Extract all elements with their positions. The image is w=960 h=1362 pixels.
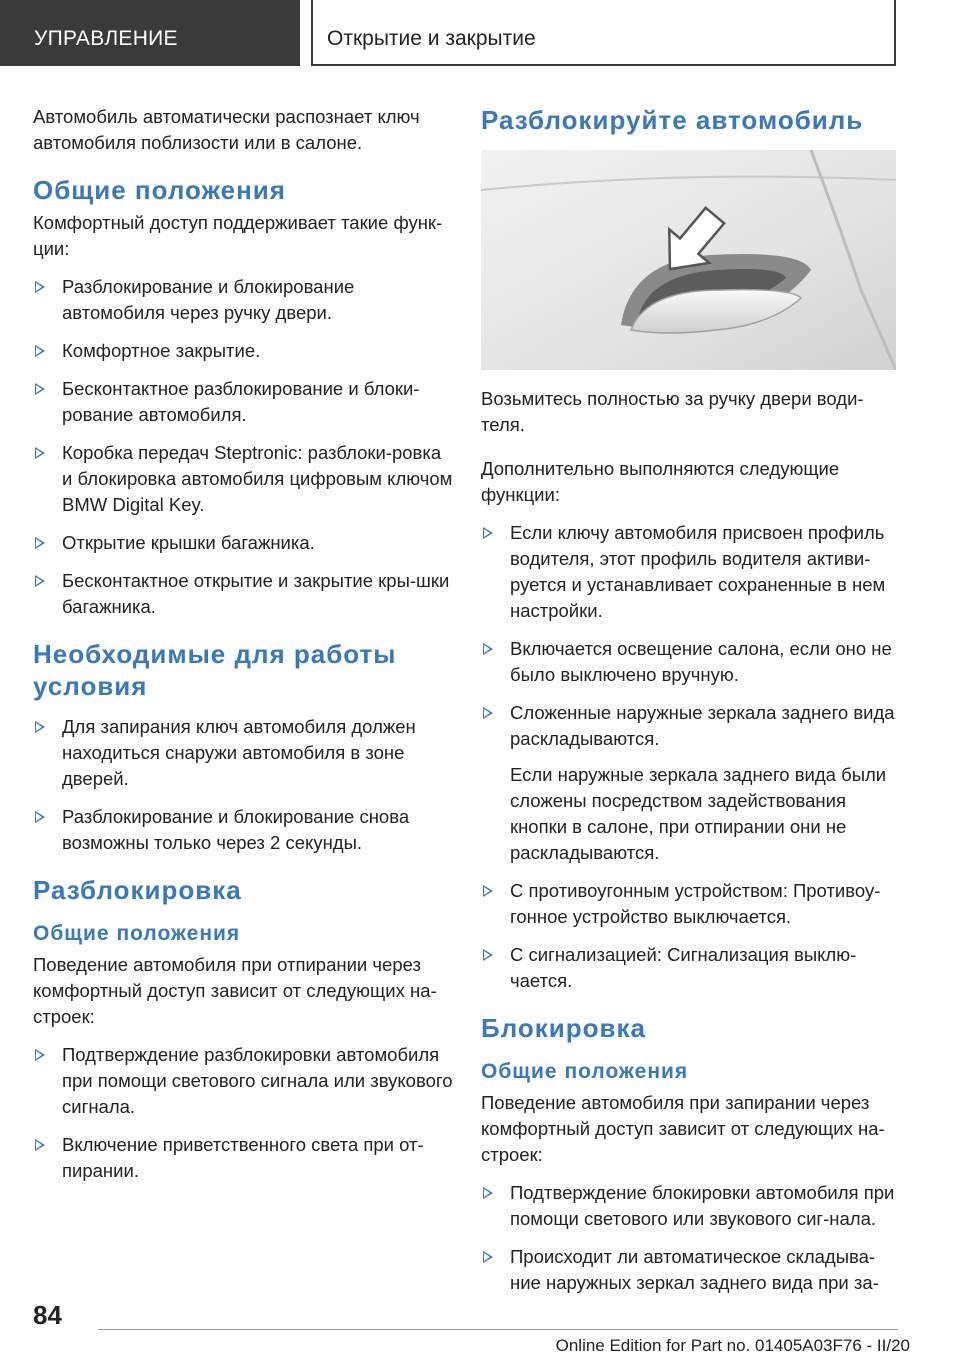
triangle-bullet-icon: [35, 1139, 45, 1151]
triangle-bullet-icon: [483, 885, 493, 897]
door-handle-illustration: [481, 150, 896, 370]
conditions-heading: Необходимые для работы условия: [33, 639, 397, 701]
edition-footer: Online Edition for Part no. 01405A03F76 - II/20: [555, 1336, 910, 1355]
section-tab: [0, 0, 300, 66]
list-item: Если ключу автомобиля присвоен профиль водителя, этот профиль водителя активи-руется и устанавливает сохраненные в нем настройки.: [481, 520, 901, 624]
left-column: [33, 104, 453, 1184]
section-title: УПРАВЛЕНИЕ: [34, 27, 178, 50]
conditions-list: [33, 714, 453, 856]
general-heading: Общие положения: [33, 175, 286, 205]
mirrors-note: Если наружные зеркала заднего вида были сложены посредством задействования кнопки в салоне, при отпирании они не раскладываются.: [510, 764, 887, 863]
functions-list: [481, 520, 901, 994]
intro-paragraph: Автомобиль автоматически распознает ключ автомобиля поблизости или в салоне.: [33, 106, 420, 153]
list-item: Разблокирование и блокирование снова возможны только через 2 секунды.: [33, 804, 453, 856]
triangle-bullet-icon: [35, 345, 45, 357]
lock-subheading: Общие положения: [481, 1060, 689, 1083]
list-item: Сложенные наружные зеркала заднего вида раскладываются. Если наружные зеркала заднего вида были сложены посредством задействования кнопки в салоне, при отпирании они не раскладываются.: [481, 700, 901, 866]
right-column: [481, 104, 901, 1296]
list-item: Включается освещение салона, если оно не было выключено вручную.: [481, 636, 901, 688]
triangle-bullet-icon: [35, 1049, 45, 1061]
list-item: Коробка передач Steptronic: разблоки-ровка и блокировка автомобиля цифровым ключом BMW Digital Key.: [33, 440, 453, 518]
lock-text: Поведение автомобиля при запирании через комфортный доступ зависит от следующих на-строек:: [481, 1092, 885, 1165]
footer-divider: [98, 1329, 898, 1330]
list-item: С сигнализацией: Сигнализация выклю-чается.: [481, 942, 901, 994]
unlock-list: [33, 1042, 453, 1184]
unlock-heading: Разблокировка: [33, 875, 242, 905]
unlock-subheading: Общие положения: [33, 922, 241, 945]
list-item: С противоугонным устройством: Противоу-гонное устройство выключается.: [481, 878, 901, 930]
list-item: Бесконтактное разблокирование и блоки-рование автомобиля.: [33, 376, 453, 428]
triangle-bullet-icon: [35, 721, 45, 733]
grip-text: Возьмитесь полностью за ручку двери води-теля.: [481, 388, 864, 435]
triangle-bullet-icon: [483, 1251, 493, 1263]
list-item: Подтверждение разблокировки автомобиля при помощи светового сигнала или звукового сигнала.: [33, 1042, 453, 1120]
unlock-car-heading: Разблокируйте автомобиль: [481, 105, 864, 135]
triangle-bullet-icon: [35, 811, 45, 823]
topic-tab: [311, 0, 896, 66]
topic-title: Открытие и закрытие: [327, 27, 536, 50]
list-item: Подтверждение блокировки автомобиля при помощи светового или звукового сиг-нала.: [481, 1180, 901, 1232]
triangle-bullet-icon: [35, 281, 45, 293]
triangle-bullet-icon: [35, 537, 45, 549]
page-number: 84: [33, 1300, 62, 1330]
general-text: Комфортный доступ поддерживает такие функ-ции:: [33, 212, 443, 259]
extra-functions-text: Дополнительно выполняются следующие функции:: [481, 458, 840, 505]
triangle-bullet-icon: [483, 949, 493, 961]
triangle-bullet-icon: [483, 1187, 493, 1199]
unlock-text: Поведение автомобиля при отпирании через комфортный доступ зависит от следующих на-строек:: [33, 954, 437, 1027]
triangle-bullet-icon: [483, 707, 493, 719]
triangle-bullet-icon: [483, 643, 493, 655]
triangle-bullet-icon: [35, 447, 45, 459]
list-item: Открытие крышки багажника.: [33, 530, 453, 556]
list-item: Разблокирование и блокирование автомобиля через ручку двери.: [33, 274, 453, 326]
lock-heading: Блокировка: [481, 1013, 646, 1043]
lock-list: [481, 1180, 901, 1296]
list-item: Включение приветственного света при от-пирании.: [33, 1132, 453, 1184]
list-item: Происходит ли автоматическое складыва-ние наружных зеркал заднего вида при за-: [481, 1244, 901, 1296]
general-list: [33, 274, 453, 620]
list-item: Комфортное закрытие.: [33, 338, 453, 364]
triangle-bullet-icon: [483, 527, 493, 539]
list-item: Бесконтактное открытие и закрытие кры-шки багажника.: [33, 568, 453, 620]
list-item: Для запирания ключ автомобиля должен находиться снаружи автомобиля в зоне дверей.: [33, 714, 453, 792]
triangle-bullet-icon: [35, 575, 45, 587]
triangle-bullet-icon: [35, 383, 45, 395]
